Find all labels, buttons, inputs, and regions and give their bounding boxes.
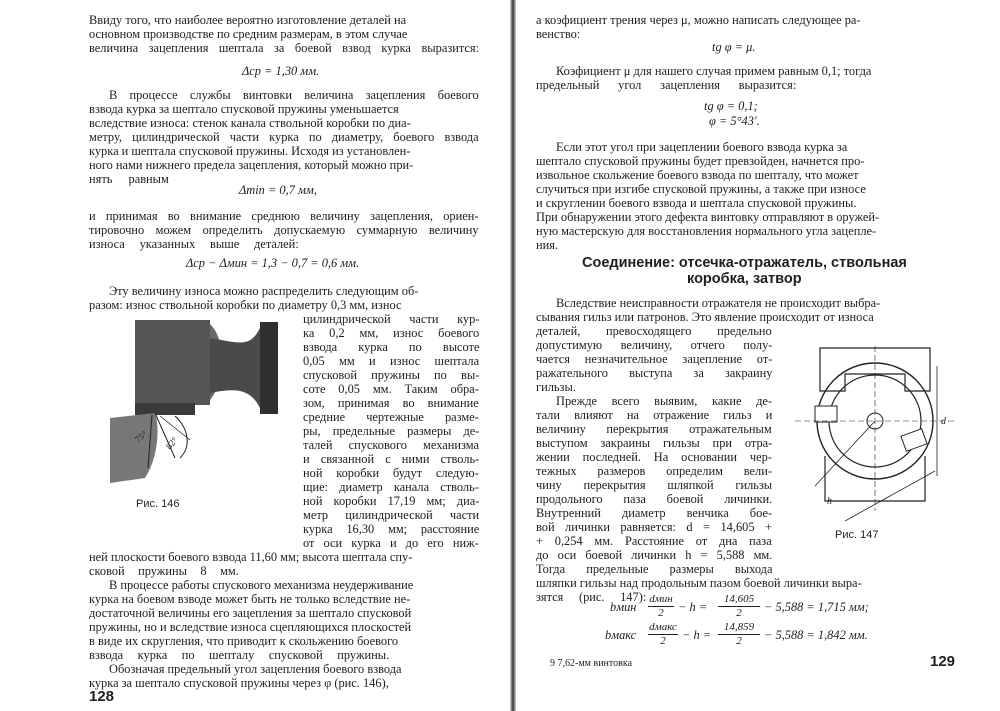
b-max-den: 2 [660,635,666,647]
right-lines-14: деталей, превосходящего предельно [536,324,772,338]
left-lines-16: ка 0,2 мм, износ боевого [303,326,480,340]
right-lines-16: чается незначительное зацепление от- [536,352,773,366]
section-heading-line-2: коробка, затвор [687,271,802,287]
b-min-den2: 2 [736,607,742,619]
right-lines-12: Вследствие неисправности отражателя не происходит выбра- [556,296,881,310]
right-lines-6: извольное скольжение боевого взвода по шепталу, что может [536,168,859,182]
right-lines-18: гильзы. [536,380,576,394]
right-lines-20: тали влияют на отражение гильз и [536,408,773,422]
running-footer: 9 7,62-мм винтовка [550,658,633,669]
right-lines-15: допустимую величину, отчего полу- [536,338,773,352]
left-lines-35: курка на боевом взводе может быть не только вследствие не- [89,592,411,606]
right-formulas-2: φ = 5°43′. [709,114,760,128]
right-lines-28: вой личинки равняется: d = 14,605 + [536,520,772,534]
right-lines-23: жении последней. На основании чер- [536,450,772,464]
left-formulas-2: Δср − Δмин = 1,3 − 0,7 = 0,6 мм. [186,256,360,270]
left-lines-1: основном производстве по средним размерам, в этом случае [89,27,408,41]
left-lines-17: взвода курка по высоте [303,340,480,354]
left-lines-8: ного нами нижнего предела зацепления, который можно при- [89,158,414,172]
b-max-symbol: bмакс [605,628,637,642]
figure-146-hammer-sear [100,318,300,498]
right-lines-19: Прежде всего выявим, какие де- [556,394,773,408]
right-lines-8: и скруглении боевого взвода и шептала спусковой пружины. [536,196,857,210]
left-lines-40: Обозначая предельный угол зацепления боевого взвода [109,662,402,676]
right-lines-21: величину перекрытия отражательным [536,422,772,436]
left-lines-24: талей спускового механизма [303,438,479,452]
figure-147-bolt-head [785,336,965,521]
page-number-right: 129 [930,653,956,670]
b-min-tail: − 5,588 = 1,715 мм; [764,600,869,614]
right-formulas-1: tg φ = 0,1; [704,99,758,113]
b-min-den: 2 [658,607,664,619]
right-page [512,0,1000,711]
left-lines-28: ной коробки 17,19 мм; диа- [303,494,480,508]
b-min-num2: 14,605 [718,592,760,607]
left-lines-18: 0,05 мм и износ шептала [303,354,480,368]
left-lines-0: Ввиду того, что наиболее вероятно изготовление деталей на [89,13,407,27]
b-min-symbol: bмин [610,600,637,614]
right-lines-7: случиться при изгибе спусковой пружины, а также при износе [536,182,866,196]
left-lines-36: достаточной величины его зацепления за шептало спусковой [89,606,412,620]
section-heading-line-1: Соединение: отсечка-отражатель, ствольная [582,255,907,271]
b-max-tail: − 5,588 = 1,842 мм. [764,628,868,642]
right-lines-22: выступом закраины гильзы при отра- [536,436,773,450]
left-formulas-1: Δmin = 0,7 мм, [239,183,317,197]
left-lines-10: и принимая во внимание среднюю величину зацепления, ориен- [89,209,479,223]
b-max-num: dмакс [649,621,677,633]
figure-147-label-h: h [827,496,832,507]
right-formulas-0: tg φ = μ. [712,40,756,54]
left-lines-20: соте 0,05 мм. Таким обра- [303,382,479,396]
left-lines-23: ры, предельные размеры де- [303,424,480,438]
right-lines-26: продольного паза боевой личинки. [536,492,773,506]
left-lines-25: и связанной с ними стволь- [303,452,480,466]
right-lines-2: Коэфициент μ для нашего случая примем равным 0,1; тогда [556,64,872,78]
left-lines-2: величина зацепления шептала за боевой взвод курка выразится: [89,41,480,55]
right-lines-27: Внутренний диаметр венчика бое- [536,506,773,520]
right-lines-32: шляпки гильзы над продольным пазом боевой личинки выра- [536,576,862,590]
left-lines-11: тировочно можем определить допускаемую суммарную величину [89,223,479,237]
b-max-den2: 2 [736,635,742,647]
right-lines-30: до оси боевой личинки h = 5,588 мм. [536,548,773,562]
left-lines-37: пружины, но и вследствие износа сцепляющихся плоскостей [89,620,412,634]
left-lines-12: износа указанных выше деталей: [89,237,299,251]
left-lines-29: метр цилиндрической части [303,508,480,522]
right-lines-13: сывания гильз или патронов. Это явление происходит от износа [536,310,874,324]
right-lines-10: ную мастерскую для восстановления нормального угла зацепле- [536,224,877,238]
right-lines-0: а коэфициент трения через μ, можно написать следующее ра- [536,13,861,27]
left-lines-26: ной коробки будут следую- [303,466,479,480]
right-lines-29: + 0,254 мм. Расстояние от дна паза [536,534,772,548]
left-lines-15: цилиндрической части кур- [303,312,480,326]
right-lines-9: При обнаружении этого дефекта винтовку отправляют в оружей- [536,210,880,224]
b-min-num: dмин [649,593,673,605]
left-lines-33: сковой пружины 8 мм. [89,564,239,578]
right-lines-33: зятся (рис. 147): [536,590,647,604]
left-lines-21: зом, принимая во внимание [303,396,479,410]
left-lines-32: ней плоскости боевого взвода 11,60 мм; высота шептала спу- [89,550,413,564]
right-lines-25: чину перекрытия шляпкой гильзы [536,478,773,492]
right-lines-3: предельный угол зацепления выразится: [536,78,797,92]
right-lines-1: венство: [536,27,581,41]
right-lines-24: тежных размеров определим вели- [536,464,772,478]
right-lines-5: шептало спусковой пружины будет превзойден, начнется про- [536,154,865,168]
left-lines-38: в виде их скругления, что приводит к скольжению боевого [89,634,399,648]
b-max-rest: − h = [682,628,712,642]
b-max-num2: 14,859 [718,620,760,635]
left-lines-39: взвода курка по шепталу спусковой пружины. [89,648,390,662]
left-lines-34: В процессе работы спускового механизма неудерживание [109,578,414,592]
right-lines-11: ния. [536,238,559,252]
figure-147-caption: Рис. 147 [835,529,879,541]
left-lines-22: средние чертежные разме- [303,410,479,424]
left-formulas-0: Δср = 1,30 мм. [242,64,320,78]
left-lines-3: В процессе службы винтовки величина зацепления боевого [109,88,479,102]
left-lines-9: нять равным [89,172,169,186]
left-lines-14: разом: износ ствольной коробки по диаметру 0,3 мм, износ [89,298,402,312]
left-lines-5: вследствие износа: стенок канала ствольной коробки по диа- [89,116,411,130]
b-min-rest: − h = [678,600,708,614]
left-lines-4: взвода курка за шептало спусковой пружины уменьшается [89,102,399,116]
left-lines-31: от оси курка и до его ниж- [303,536,479,550]
svg-text:82°: 82° [163,435,180,452]
left-lines-41: курка за шептало спусковой пружины через φ (рис. 146), [89,676,389,690]
figure-146-caption: Рис. 146 [136,498,180,510]
right-lines-31: Тогда предельные размеры выхода [536,562,773,576]
left-lines-13: Эту величину износа можно распределить следующим об- [109,284,419,298]
left-lines-19: спусковой пружины по вы- [303,368,480,382]
left-lines-7: курка и шептала спусковой пружины. Исходя из установлен- [89,144,411,158]
figure-147-label-d: d [941,416,946,427]
right-lines-4: Если этот угол при зацеплении боевого взвода курка за [556,140,848,154]
page-number-left: 128 [89,688,115,705]
left-lines-27: щие: диаметр канала стволь- [303,480,479,494]
right-lines-17: ражательного выступа за закраину [536,366,773,380]
svg-text:75°: 75° [132,428,149,445]
left-lines-30: курка 16,30 мм; расстояние [303,522,480,536]
left-lines-6: метру, цилиндрической части курка по диаметру, боевого взвода [89,130,479,144]
